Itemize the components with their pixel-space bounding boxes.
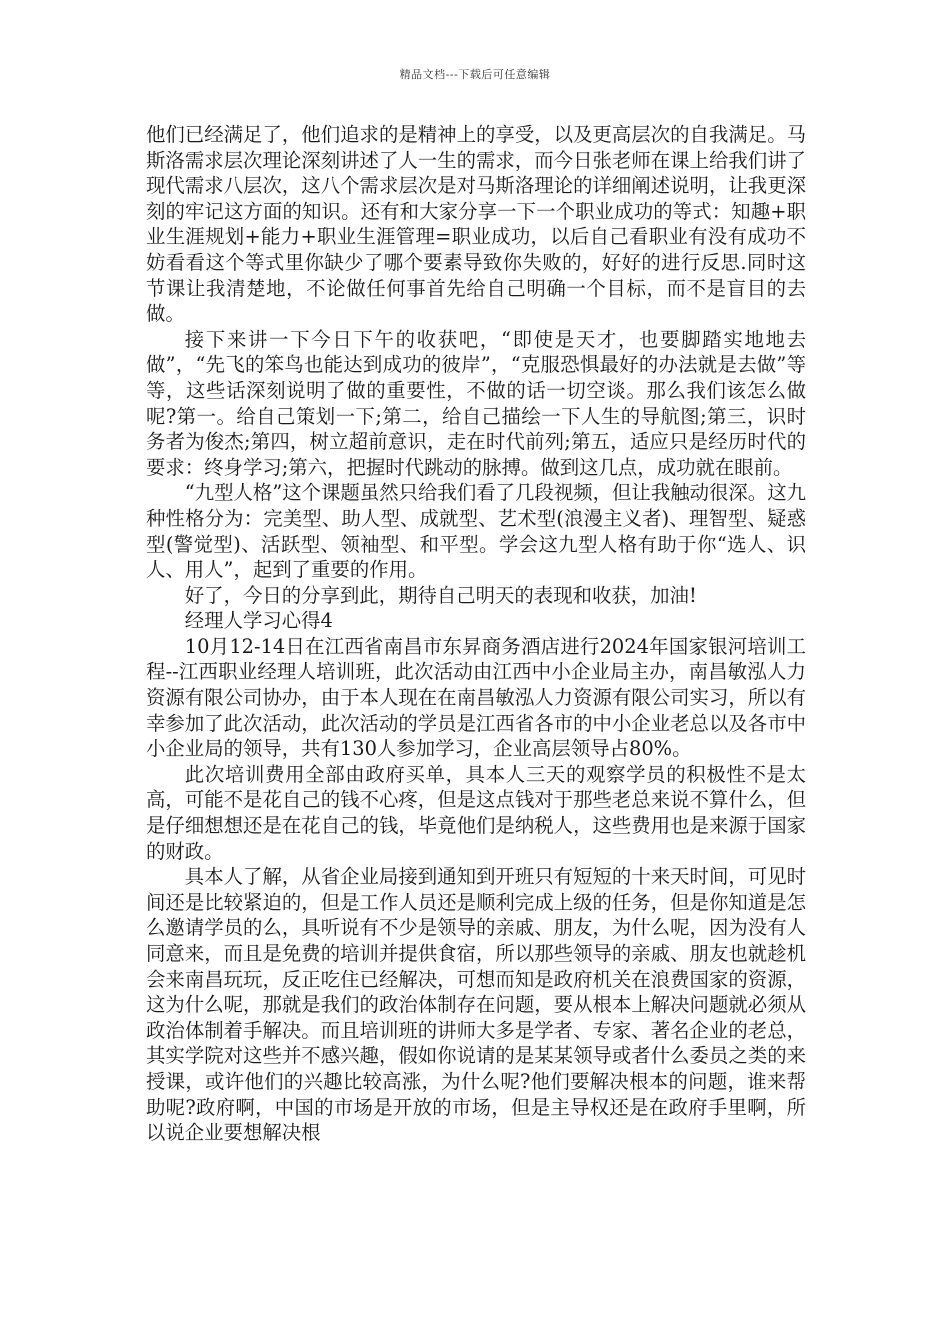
paragraph: 具本人了解，从省企业局接到通知到开班只有短短的十来天时间，可见时间还是比较紧迫的，但是工作人员还是顺利完成上级的任务，但是你知道是怎么邀请学员的么，具听说有不少是领导的亲戚、朋友，为什么呢，因为没有人同意来，而且是免费的培训并提供食宿，所以那些领导的亲戚、朋友也就趁机会来南昌玩玩，反正吃住已经解决，可想而知是政府机关在浪费国家的资源，这为什么呢，那就是我们的政治体制存在问题，要从根本上解决问题就必须从政治体制着手解决。而且培训班的讲师大多是学者、专家、著名企业的老总，其实学院对这些并不感兴趣，假如你说请的是某某领导或者什么委员之类的来授课，或许他们的兴趣比较高涨，为什么呢?他们要解决根本的问题，谁来帮助呢?政府啊，中国的市场是开放的市场，但是主导权还是在政府手里啊，所以说企业要想解决根	[146, 865, 806, 1145]
paragraph: 好了，今日的分享到此，期待自己明天的表现和收获，加油!	[184, 583, 697, 607]
paragraph: 接下来讲一下今日下午的收获吧，“即使是天才，也要脚踏实地地去做”，“先飞的笨鸟也能达到成功的彼岸”，“克服恐惧最好的办法就是去做”等等，这些话深刻说明了做的重要性，不做的话一切空谈。那么我们该怎么做呢?第一。给自己策划一下;第二，给自己描绘一下人生的导航图;第三，识时务者为俊杰;第四，树立超前意识，走在时代前列;第五，适应只是经历时代的要求：终身学习;第六，把握时代跳动的脉搏。做到这几点，成功就在眼前。	[146, 327, 806, 479]
paragraph: 他们已经满足了，他们追求的是精神上的享受，以及更高层次的自我满足。马斯洛需求层次理论深刻讲述了人一生的需求，而今日张老师在课上给我们讲了现代需求八层次，这八个需求层次是对马斯洛理论的详细阐述说明，让我更深刻的牢记这方面的知识。还有和大家分享一下一个职业成功的等式：知趣+职业生涯规划+能力+职业生涯管理=职业成功，以后自己看职业有没有成功不妨看看这个等式里你缺少了哪个要素导致你失败的，好好的进行反思.同时这节课让我清楚地，不论做任何事首先给自己明确一个目标，而不是盲目的去做。	[146, 123, 806, 326]
paragraph: 10月12-14日在江西省南昌市东昇商务酒店进行2024年国家银河培训工程--江西职业经理人培训班，此次活动由江西中小企业局主办，南昌敏泓人力资源有限公司协办，由于本人现在在南昌敏泓人力资源有限公司实习，所以有幸参加了此次活动，此次活动的学员是江西省各市的中小企业老总以及各市中小企业局的领导，共有130人参加学习，企业高层领导占80%。	[146, 634, 806, 761]
document-body	[146, 122, 806, 1146]
page-header: 精品文档---下载后可任意编辑	[399, 68, 551, 81]
paragraph: “九型人格”这个课题虽然只给我们看了几段视频，但让我触动很深。这九种性格分为：完美型、助人型、成就型、艺术型(浪漫主义者)、理智型、疑惑型(警觉型)、活跃型、领袖型、和平型。学会这九型人格有助于你“选人、识人、用人”，起到了重要的作用。	[146, 481, 806, 582]
paragraph: 此次培训费用全部由政府买单，具本人三天的观察学员的积极性不是太高，可能不是花自己的钱不心疼，但是这点钱对于那些老总来说不算什么，但是仔细想想还是在花自己的钱，毕竟他们是纳税人，这些费用也是来源于国家的财政。	[146, 762, 806, 863]
section-heading: 经理人学习心得4	[184, 609, 333, 633]
